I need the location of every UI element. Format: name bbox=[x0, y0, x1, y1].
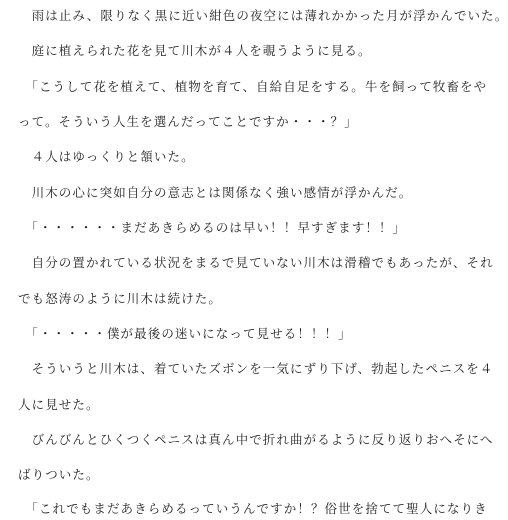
text-line: 「これでもまだあきらめるっていうんですか！？俗世を捨てて聖人になりき bbox=[18, 501, 488, 516]
text-line: ４人はゆっくりと頷いた。 bbox=[18, 149, 195, 164]
text-line: 「・・・・・・まだあきらめるのは早い！！早すぎます！！」 bbox=[18, 220, 407, 235]
text-line: でも怒涛のように川木は続けた。 bbox=[18, 291, 223, 306]
text-line: 「こうして花を植えて、植物を育て、自給自足をする。牛を飼って牧畜をや bbox=[18, 79, 488, 94]
text-line: って。そういう人生を選んだってことですか・・・？」 bbox=[18, 114, 358, 129]
text-line: 川木の心に突如自分の意志とは関係なく強い感情が浮かんだ。 bbox=[18, 185, 413, 200]
text-line: ばりついた。 bbox=[18, 467, 100, 482]
text-line: そういうと川木は、着ていたズボンを一気にずり下げ、勃起したペニスを４ bbox=[18, 361, 494, 376]
text-line: 庭に植えられた花を見て川木が４人を覗うように見る。 bbox=[18, 43, 372, 58]
text-line: 雨は止み、限りなく黒に近い紺色の夜空には薄れかかった月が浮かんでいた。 bbox=[18, 8, 508, 23]
document-page bbox=[18, 0, 508, 516]
text-line: 「・・・・・僕が最後の迷いになって見せる！！！」 bbox=[18, 326, 352, 341]
text-line: びんびんとひくつくペニスは真ん中で折れ曲がるように反り返りおへそにへ bbox=[18, 432, 494, 447]
text-line: 人に見せた。 bbox=[18, 397, 100, 412]
text-line: 自分の置かれている状況をまるで見ていない川木は滑稽でもあったが、それ bbox=[18, 255, 494, 270]
